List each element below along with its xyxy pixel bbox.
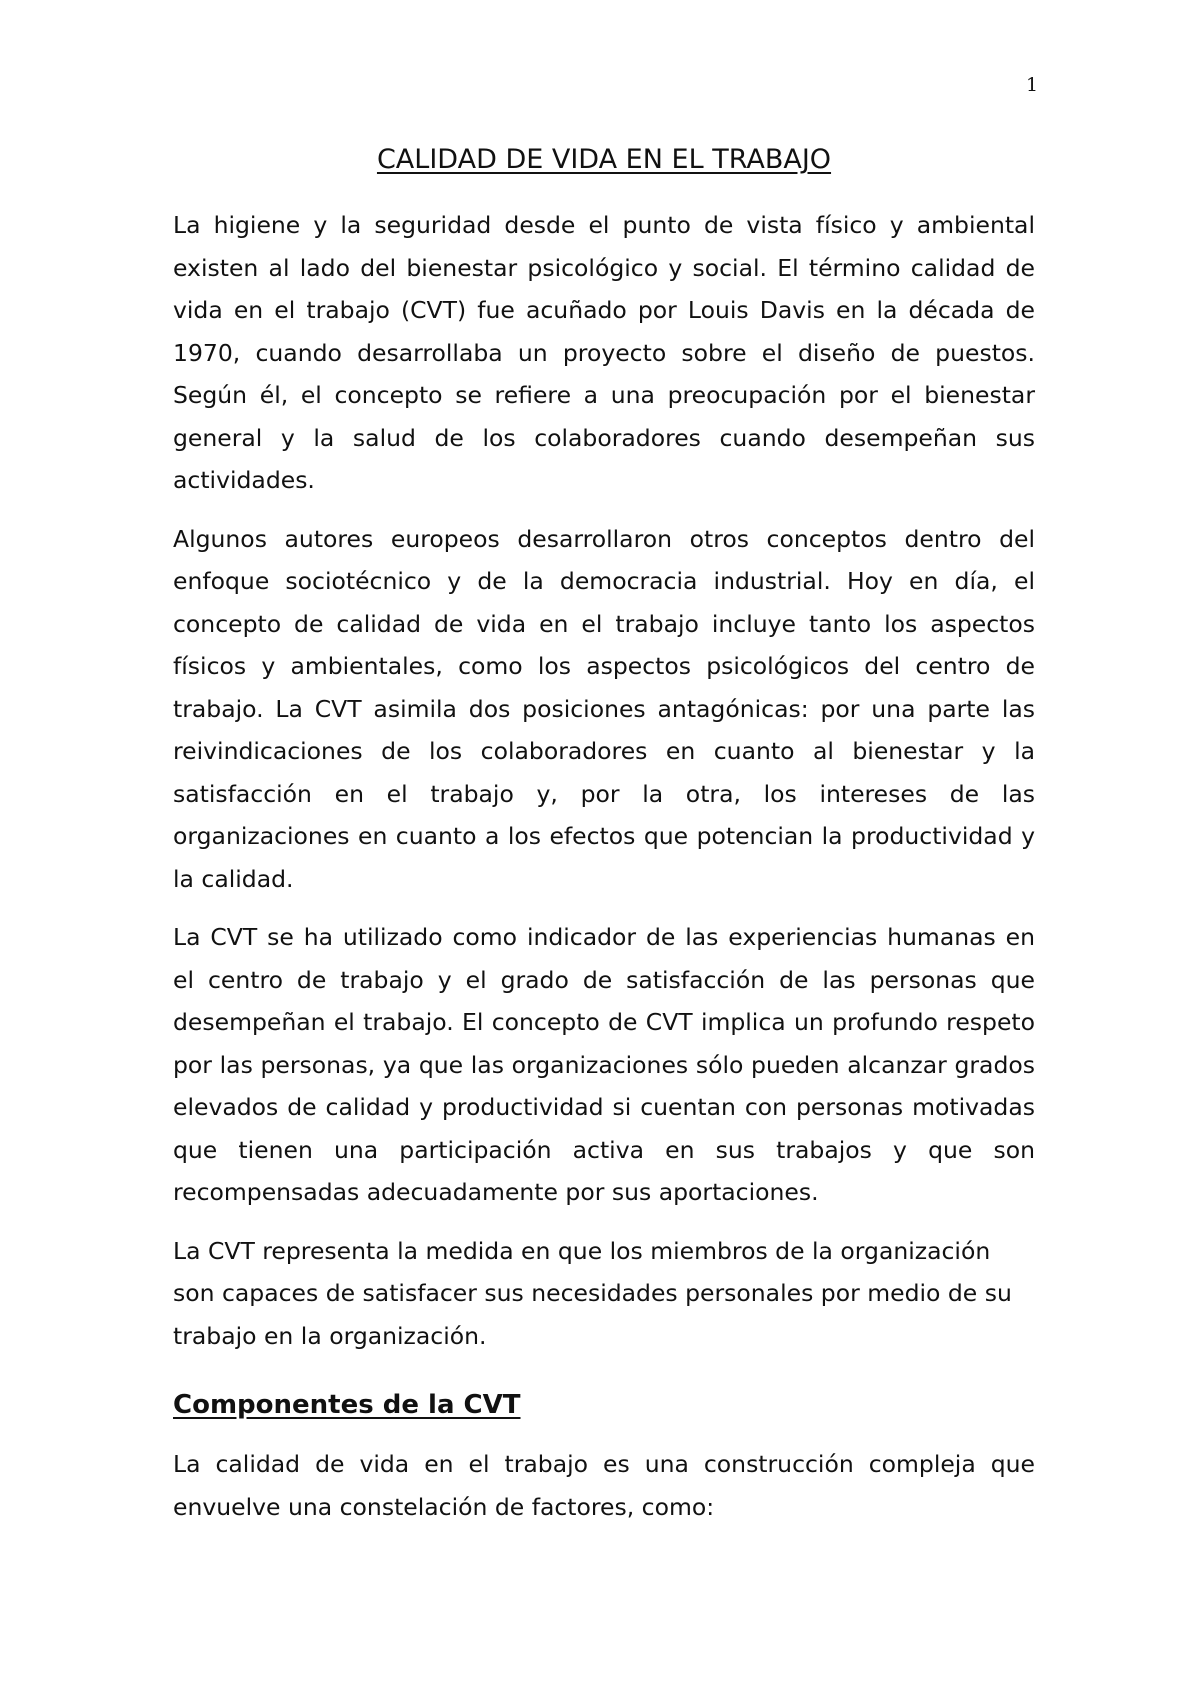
document-title: CALIDAD DE VIDA EN EL TRABAJO (376, 144, 832, 175)
page-number: 1 (1026, 74, 1039, 96)
paragraph-components-intro: La calidad de vida en el trabajo es una construcción compleja que envuelve una constelación de factores, como: (173, 1450, 1035, 1521)
document-body (173, 138, 1035, 1544)
section-heading-components: Componentes de la CVT (173, 1390, 521, 1420)
paragraph-intro: La higiene y la seguridad desde el punto de vista físico y ambiental existen al lado del bienestar psicológico y social. El término calidad de vida en el trabajo (CVT) fue acuñado por Louis Davis en la década de 1970, cuando desarrollaba un proyecto sobre el diseño de puestos. Según él, el concepto se refiere a una preocupación por el bienestar general y la salud de los colaboradores cuando desempeñan sus actividades. (173, 211, 1035, 494)
paragraph-european-authors: Algunos autores europeos desarrollaron otros conceptos dentro del enfoque sociotécnico y de la democracia industrial. Hoy en día, el concepto de calidad de vida en el trabajo incluye tanto los aspectos físicos y ambientales, como los aspectos psicológicos del centro de trabajo. La CVT asimila dos posiciones antagónicas: por una parte las reivindicaciones de los colaboradores en cuanto al bienestar y la satisfacción en el trabajo y, por la otra, los intereses de las organizaciones en cuanto a los efectos que potencian la productividad y la calidad. (173, 524, 1035, 893)
paragraph-cvt-measure: La CVT representa la medida en que los miembros de la organización son capaces de satisfacer sus necesidades personales por medio de su trabajo en la organización. (173, 1236, 1012, 1350)
paragraph-cvt-indicator: La CVT se ha utilizado como indicador de las experiencias humanas en el centro de trabajo y el grado de satisfacción de las personas que desempeñan el trabajo. El concepto de CVT implica un profundo respeto por las personas, ya que las organizaciones sólo pueden alcanzar grados elevados de calidad y productividad si cuentan con personas motivadas que tienen una participación activa en sus trabajos y que son recompensadas adecuadamente por sus aportaciones. (173, 923, 1035, 1206)
